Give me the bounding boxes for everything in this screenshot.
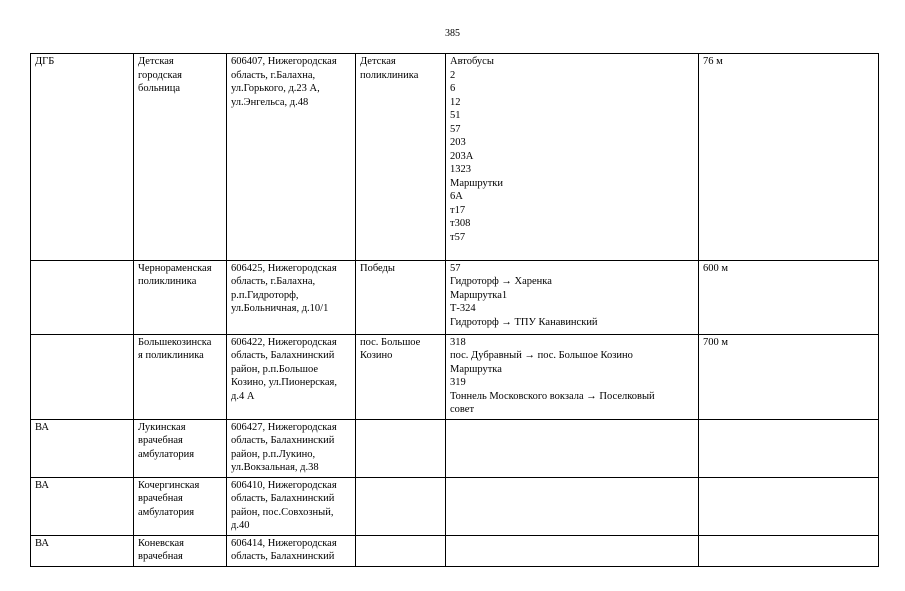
facility-name-cell [134, 477, 227, 535]
facility-type-cell: ВА [31, 419, 134, 477]
address-line: 606422, Нижегородская [231, 336, 337, 348]
stop-cell [356, 54, 446, 261]
facility-name-line: Коневская [138, 537, 184, 549]
routes-line: 203А [450, 150, 474, 162]
routes-cell [446, 54, 699, 261]
routes-line: 318 [450, 336, 466, 348]
facility-name-line: врачебная [138, 551, 183, 562]
address-line: ул.Энгельса, д.48 [231, 96, 309, 108]
facility-name-cell [134, 535, 227, 566]
routes-line: 2 [450, 69, 456, 81]
address-line: 606410, Нижегородская [231, 479, 337, 491]
routes-line: т308 [450, 218, 471, 229]
routes-line: 57 [450, 262, 461, 274]
facility-name-line: поликлиника [138, 276, 197, 287]
facility-type-cell: ВА [31, 535, 134, 566]
address-line: Козино, ул.Пионерская, [231, 377, 337, 388]
facility-table-body [31, 54, 879, 567]
facility-name-line: врачебная [138, 493, 183, 504]
facility-name-line: Лукинская [138, 421, 186, 433]
address-cell [227, 535, 356, 566]
facility-name-cell [134, 260, 227, 334]
stop-line: поликлиника [360, 69, 419, 81]
routes-line: 203 [450, 137, 466, 148]
address-line: д.4 А [231, 390, 255, 402]
stop-cell [356, 419, 446, 477]
routes-line: Маршрутка1 [450, 289, 508, 301]
routes-line: 319 [450, 377, 466, 388]
facility-name-line: Кочергинская [138, 479, 200, 491]
address-line: область, г.Балахна, [231, 69, 316, 81]
routes-cell [446, 260, 699, 334]
facility-name-line: амбулатория [138, 448, 195, 460]
facility-type-cell: ДГБ [31, 54, 134, 261]
page-number: 385 [445, 28, 460, 39]
address-cell [227, 334, 356, 419]
stop-cell [356, 334, 446, 419]
stop-line: пос. Большое [360, 336, 421, 348]
routes-line: Гидроторф → ТПУ Канавинский [450, 316, 598, 328]
distance-cell: 600 м [699, 260, 879, 334]
address-line: область, Балахнинский [231, 493, 335, 504]
facility-name-line: больница [138, 83, 180, 94]
address-line: район, р.п.Большое [231, 363, 319, 375]
routes-line: 12 [450, 96, 461, 108]
facility-type-cell [31, 260, 134, 334]
routes-line: т57 [450, 231, 466, 243]
distance-cell: 700 м [699, 334, 879, 419]
routes-cell [446, 334, 699, 419]
routes-line: 57 [450, 123, 461, 135]
routes-line: Т-324 [450, 303, 476, 314]
distance-cell [699, 477, 879, 535]
table-row [31, 260, 879, 334]
routes-cell [446, 477, 699, 535]
routes-line: Маршрутка [450, 363, 502, 375]
routes-line: Маршрутки [450, 177, 504, 189]
distance-cell [699, 535, 879, 566]
table-row [31, 334, 879, 419]
routes-line: 1323 [450, 164, 471, 175]
address-line: ул.Больничная, д.10/1 [231, 303, 329, 314]
distance-cell: 76 м [699, 54, 879, 261]
address-line: 606427, Нижегородская [231, 421, 337, 433]
table-row [31, 535, 879, 566]
routes-line: т17 [450, 204, 466, 216]
routes-cell [446, 535, 699, 566]
facility-name-line: Детская [138, 56, 174, 67]
facility-table [30, 53, 879, 567]
routes-line: пос. Дубравный → пос. Большое Козино [450, 350, 633, 361]
stop-cell [356, 535, 446, 566]
table-row [31, 477, 879, 535]
facility-name-line: я поликлиника [138, 350, 204, 361]
table-row [31, 54, 879, 261]
address-line: р.п.Гидроторф, [231, 289, 299, 301]
address-line: область, Балахнинский [231, 435, 335, 446]
routes-line: Тоннель Московского вокзала → Поселковый [450, 390, 655, 402]
facility-name-cell [134, 419, 227, 477]
stop-cell [356, 477, 446, 535]
facility-name-cell [134, 54, 227, 261]
address-line: область, Балахнинский [231, 551, 335, 562]
address-line: 606414, Нижегородская [231, 537, 337, 549]
address-cell [227, 419, 356, 477]
routes-cell [446, 419, 699, 477]
facility-type-cell: ВА [31, 477, 134, 535]
facility-type-cell [31, 334, 134, 419]
address-cell [227, 54, 356, 261]
address-line: район, р.п.Лукино, [231, 448, 316, 460]
address-line: ул.Горького, д.23 А, [231, 83, 320, 94]
address-line: ул.Вокзальная, д.38 [231, 462, 319, 473]
address-line: 606425, Нижегородская [231, 262, 337, 274]
facility-name-line: Большекозинска [138, 336, 212, 348]
routes-line: совет [450, 404, 475, 415]
facility-name-line: амбулатория [138, 506, 195, 518]
routes-line: Гидроторф → Харенка [450, 276, 552, 287]
stop-line: Детская [360, 56, 396, 67]
stop-line: Победы [360, 262, 395, 274]
stop-cell [356, 260, 446, 334]
address-line: район, пос.Совхозный, [231, 506, 334, 518]
address-cell [227, 260, 356, 334]
facility-name-line: врачебная [138, 435, 183, 446]
routes-line: Автобусы [450, 56, 494, 67]
address-cell [227, 477, 356, 535]
table-row [31, 419, 879, 477]
routes-line [450, 244, 694, 258]
address-line: 606407, Нижегородская [231, 56, 337, 67]
stop-line: Козино [360, 350, 393, 361]
address-line: область, г.Балахна, [231, 276, 316, 287]
facility-name-cell [134, 334, 227, 419]
facility-name-line: городская [138, 69, 182, 81]
routes-line: 51 [450, 110, 461, 121]
routes-line: 6А [450, 191, 463, 202]
routes-line: 6 [450, 83, 456, 94]
distance-cell [699, 419, 879, 477]
address-line: область, Балахнинский [231, 350, 335, 361]
address-line: д.40 [231, 520, 250, 531]
facility-name-line: Чернораменская [138, 262, 212, 274]
